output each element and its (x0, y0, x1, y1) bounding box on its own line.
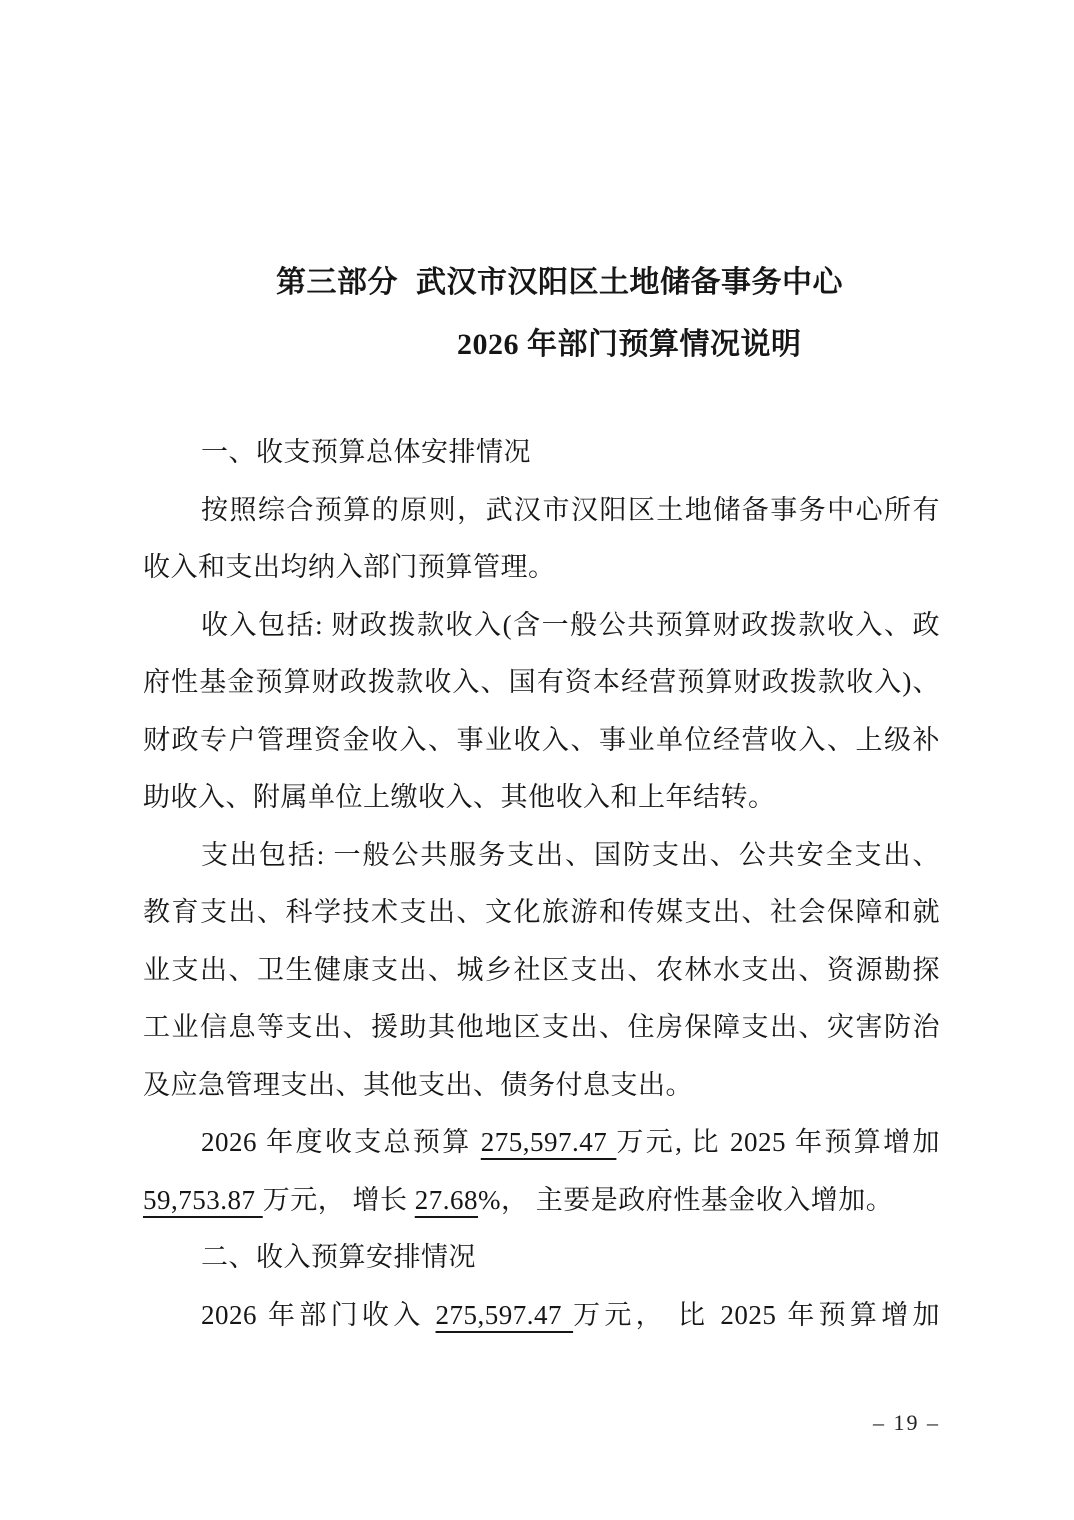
body-line: 支出包括: 一般公共服务支出、国防支出、公共安全支出、 (201, 839, 940, 870)
title-org-name: 武汉市汉阳区土地储备事务中心 (416, 266, 843, 299)
total-budget-amount: 275,597.47 (480, 1127, 617, 1157)
body-line: 收入包括: 财政拨款收入(含一般公共预算财政拨款收入、政 (201, 609, 940, 640)
document-body (143, 424, 940, 1344)
title-part-label: 第三部分 (276, 266, 398, 299)
body-line (143, 1287, 940, 1345)
body-text: 万元， 增长 (262, 1184, 415, 1215)
body-line: 及应急管理支出、其他支出、债务付息支出。 (143, 1069, 693, 1100)
body-line: 按照综合预算的原则，武汉市汉阳区土地储备事务中心所有 (201, 494, 940, 525)
section-heading-2: 二、收入预算安排情况 (201, 1242, 476, 1272)
body-line (143, 1172, 940, 1230)
body-line (143, 1114, 940, 1172)
body-text: 万元， 比 2025 年预算增加 (573, 1299, 940, 1330)
income-amount: 275,597.47 (435, 1299, 574, 1330)
body-text: 2026 年度收支总预算 (201, 1127, 481, 1157)
title-subtitle: 2026 年部门预算情况说明 (457, 328, 802, 361)
section-heading-1: 一、收支预算总体安排情况 (201, 437, 531, 467)
document-title-line1 (143, 252, 940, 314)
body-text: %， 主要是政府性基金收入增加。 (478, 1184, 894, 1215)
body-line: 财政专户管理资金收入、事业收入、事业单位经营收入、上级补 (143, 724, 940, 755)
document-content (143, 252, 940, 1344)
growth-rate: 27.68 (414, 1184, 478, 1215)
increase-amount: 59,753.87 (143, 1184, 263, 1215)
page-number: – 19 – (873, 1410, 940, 1435)
body-text: 2026 年部门收入 (201, 1299, 436, 1330)
body-line: 收入和支出均纳入部门预算管理。 (143, 552, 556, 582)
body-line: 工业信息等支出、援助其他地区支出、住房保障支出、灾害防治 (143, 1012, 940, 1042)
body-line: 教育支出、科学技术支出、文化旅游和传媒支出、社会保障和就 (143, 897, 940, 927)
body-line: 业支出、卫生健康支出、城乡社区支出、农林水支出、资源勘探 (143, 954, 940, 985)
document-title-line2 (143, 314, 940, 376)
body-text: 万元, 比 2025 年预算增加 (616, 1127, 940, 1157)
body-line: 助收入、附属单位上缴收入、其他收入和上年结转。 (143, 782, 776, 812)
body-line: 府性基金预算财政拨款收入、国有资本经营预算财政拨款收入)、 (143, 667, 940, 697)
